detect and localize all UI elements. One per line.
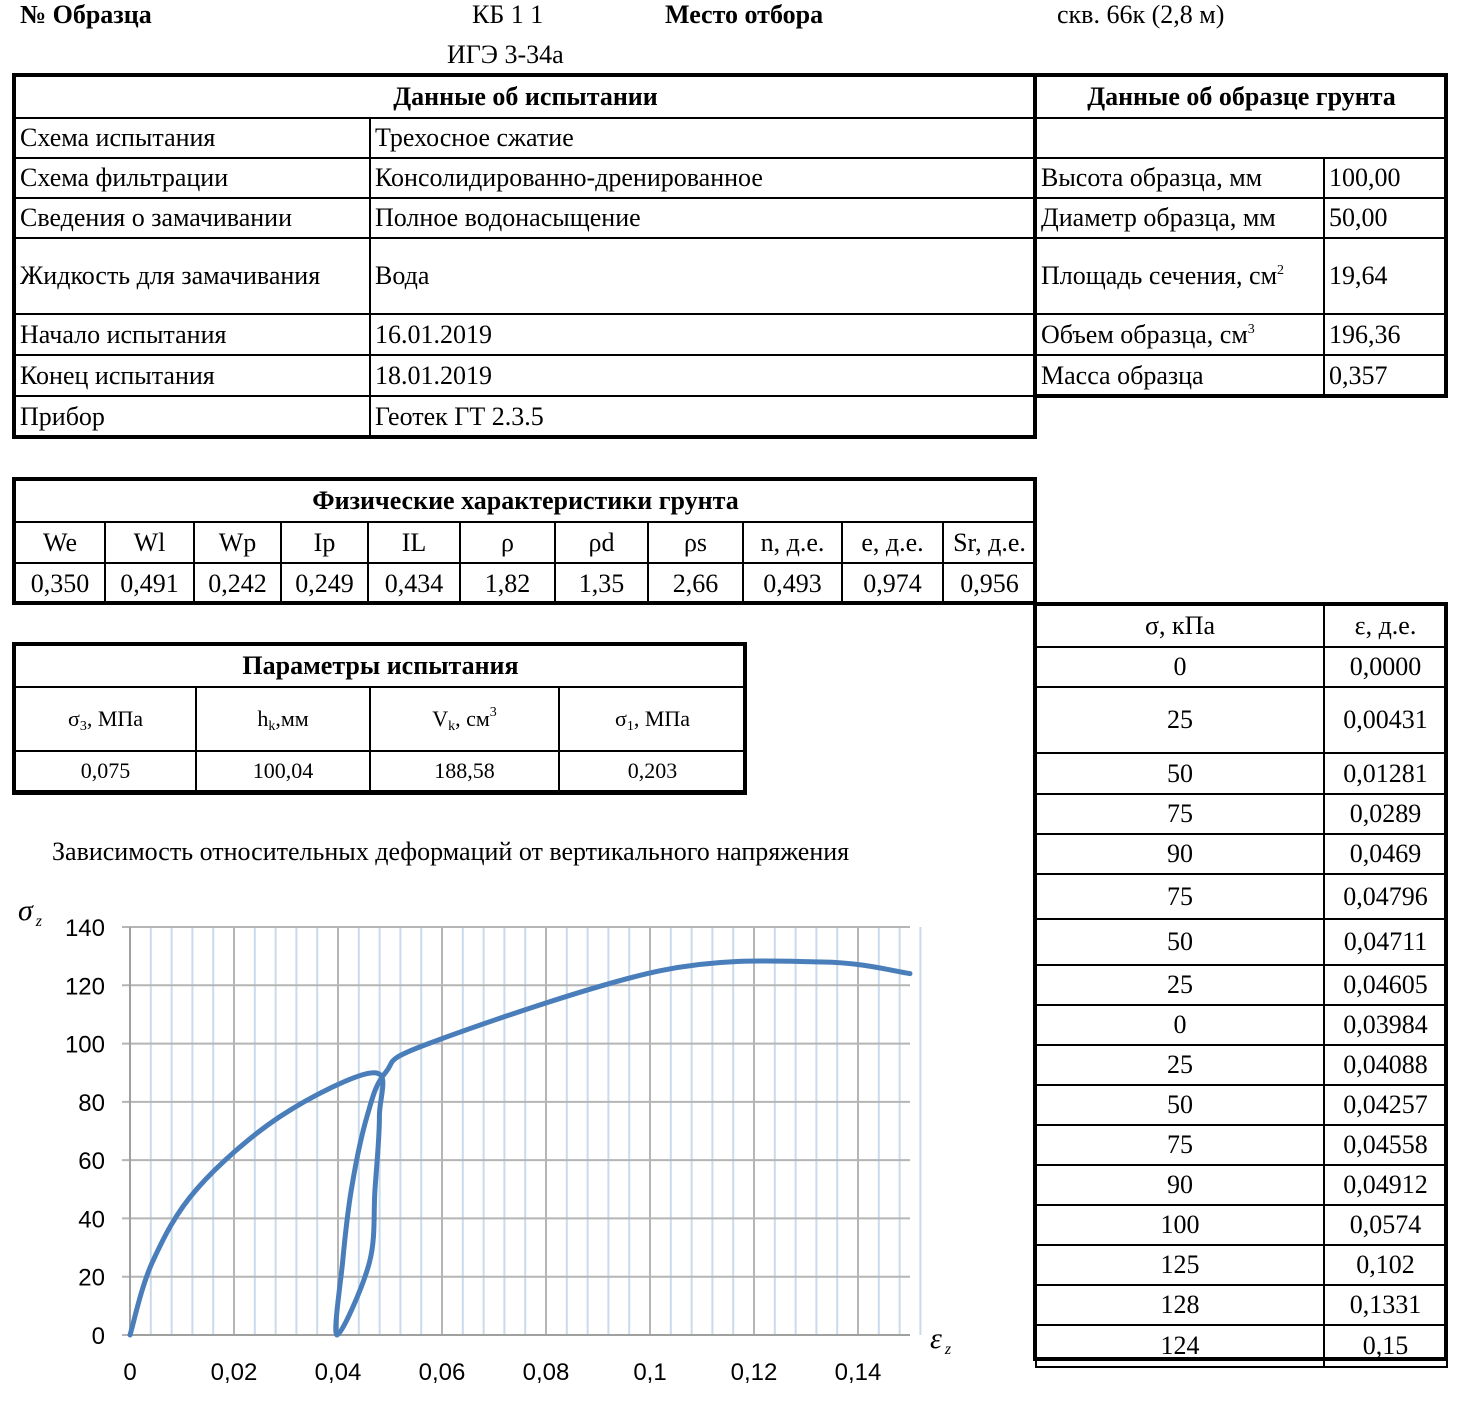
physical-header: ρs [648, 522, 743, 563]
strain-cell: 0,03984 [1324, 1005, 1447, 1045]
physical-title: Физические характеристики грунта [15, 480, 1036, 522]
strain-cell: 0,04088 [1324, 1045, 1447, 1085]
sample-info-value: 0,357 [1324, 355, 1447, 396]
sample-info-label: Площадь сечения, см [1041, 261, 1278, 290]
params-header-sub: k [268, 719, 276, 734]
strain-cell: 0,01281 [1324, 753, 1447, 794]
physical-value: 1,82 [460, 563, 555, 604]
sample-info-label: Объем образца, см [1041, 319, 1248, 349]
sample-value: КБ 1 1 [472, 0, 544, 29]
params-header-vk [370, 687, 559, 751]
params-value: 0,203 [559, 751, 746, 791]
params-header-sub: 1 [626, 719, 634, 734]
stress-cell: 50 [1036, 753, 1324, 794]
stress-cell: 0 [1036, 1005, 1324, 1045]
y-axis-label [18, 894, 43, 930]
test-info-value: Геотек ГТ 2.3.5 [370, 396, 1036, 438]
x-tick-label: 0,12 [730, 1359, 778, 1386]
physical-header: n, д.е. [743, 522, 842, 563]
stress-cell: 50 [1036, 1085, 1324, 1125]
stress-cell: 25 [1036, 965, 1324, 1005]
strain-cell: 0,00431 [1324, 687, 1447, 753]
physical-header: ρ [460, 522, 555, 563]
physical-header: IL [368, 522, 460, 563]
physical-header: ρd [555, 522, 648, 563]
y-tick-label: 20 [78, 1264, 105, 1292]
x-tick-label: 0 [123, 1359, 137, 1386]
physical-value: 0,974 [842, 563, 943, 604]
x-tick-label: 0,08 [522, 1359, 570, 1386]
stress-cell: 50 [1036, 919, 1324, 965]
test-info-table [14, 75, 1037, 439]
sample-label: № Образца [20, 0, 152, 29]
strain-cell: 0,04796 [1324, 874, 1447, 919]
physical-header: Ip [281, 522, 368, 563]
params-header-unit: , см [455, 706, 490, 731]
x-tick-label: 0,1 [633, 1359, 667, 1386]
y-tick-label: 80 [78, 1089, 105, 1117]
test-info-label: Сведения о замачивании [15, 198, 370, 238]
strain-cell: 0,102 [1324, 1245, 1447, 1285]
test-info-label: Схема фильтрации [15, 158, 370, 198]
x-tick-label: 0,06 [418, 1359, 466, 1386]
physical-header: We [15, 522, 105, 563]
stress-header-eps: ε, д.е. [1324, 605, 1447, 647]
stress-cell: 90 [1036, 1165, 1324, 1205]
stress-cell: 25 [1036, 1045, 1324, 1085]
params-header-sub: k [448, 719, 456, 734]
stress-cell: 100 [1036, 1205, 1324, 1245]
x-axis-label-main: ε [930, 1322, 942, 1355]
params-header-main: σ [614, 706, 627, 731]
stress-cell: 75 [1036, 1125, 1324, 1165]
test-info-label: Начало испытания [15, 314, 370, 355]
place-label: Место отбора [665, 0, 824, 29]
physical-value: 0,434 [368, 563, 460, 604]
series-line [130, 961, 910, 1335]
params-value: 188,58 [370, 751, 559, 791]
params-header-unit: , МПа [633, 706, 691, 731]
stress-cell: 25 [1036, 687, 1324, 753]
sample-info-empty-row [1036, 118, 1447, 158]
chart-title: Зависимость относительных деформаций от вертикального напряжения [52, 837, 850, 866]
y-tick-label: 100 [64, 1031, 105, 1059]
physical-header: Wl [105, 522, 194, 563]
stress-cell: 124 [1036, 1325, 1324, 1367]
params-value: 0,075 [15, 751, 196, 791]
y-axis-label-main: σ [18, 894, 33, 927]
params-header-sup: 3 [489, 705, 497, 720]
params-header-main: σ [67, 706, 80, 731]
test-info-value: Полное водонасыщение [370, 198, 1036, 238]
y-tick-label: 0 [91, 1323, 105, 1350]
physical-header: Sr, д.е. [943, 522, 1036, 563]
test-info-value: Трехосное сжатие [370, 118, 1036, 158]
y-tick-label: 40 [78, 1206, 105, 1234]
strain-cell: 0,0289 [1324, 794, 1447, 834]
physical-header: Wp [194, 522, 281, 563]
y-tick-label: 120 [64, 973, 105, 1001]
strain-cell: 0,15 [1324, 1325, 1447, 1367]
x-axis-label [930, 1322, 952, 1358]
sample-info-value: 19,64 [1324, 238, 1447, 314]
y-tick-label: 140 [64, 915, 105, 942]
stress-cell: 0 [1036, 647, 1324, 687]
strain-cell: 0,0469 [1324, 834, 1447, 874]
sample-info-value: 196,36 [1324, 314, 1447, 355]
strain-cell: 0,1331 [1324, 1285, 1447, 1325]
test-info-value: Консолидированно-дренированное [370, 158, 1036, 198]
stress-table [1035, 604, 1448, 1368]
params-header-unit: , МПа [86, 706, 144, 731]
params-header-sigma3 [15, 687, 196, 751]
physical-table [14, 479, 1037, 605]
x-axis-label-sub: z [944, 1341, 952, 1358]
strain-cell: 0,0000 [1324, 647, 1447, 687]
stress-cell: 90 [1036, 834, 1324, 874]
stress-cell: 125 [1036, 1245, 1324, 1285]
physical-value: 0,493 [743, 563, 842, 604]
strain-cell: 0,0574 [1324, 1205, 1447, 1245]
strain-cell: 0,04558 [1324, 1125, 1447, 1165]
sample-info-unit-sup: 3 [1247, 321, 1255, 337]
sample-info-label-cell [1036, 238, 1324, 314]
test-info-label: Жидкость для замачивания [15, 238, 370, 314]
params-header-main: h [257, 706, 269, 731]
params-value: 100,04 [196, 751, 370, 791]
sample-info-label: Высота образца, мм [1036, 158, 1324, 198]
strain-cell: 0,04257 [1324, 1085, 1447, 1125]
test-info-label: Прибор [15, 396, 370, 438]
y-tick-label: 60 [78, 1148, 105, 1176]
physical-value: 1,35 [555, 563, 648, 604]
strain-stress-chart [0, 880, 1000, 1410]
stress-header-sigma: σ, кПа [1036, 605, 1324, 647]
physical-value: 0,956 [943, 563, 1036, 604]
physical-value: 0,242 [194, 563, 281, 604]
x-tick-label: 0,02 [210, 1359, 258, 1386]
y-axis-label-sub: z [35, 913, 43, 930]
test-info-label: Схема испытания [15, 118, 370, 158]
sample-info-table [1035, 75, 1448, 397]
params-header-unit: ,мм [275, 706, 309, 731]
sample-info-label: Диаметр образца, мм [1036, 198, 1324, 238]
params-header-main: V [432, 706, 449, 731]
sample-info-label-cell [1036, 314, 1324, 355]
physical-value: 0,491 [105, 563, 194, 604]
physical-value: 2,66 [648, 563, 743, 604]
params-header-sigma1 [559, 687, 746, 751]
sample-info-value: 100,00 [1324, 158, 1447, 198]
strain-cell: 0,04912 [1324, 1165, 1447, 1205]
place-value: скв. 66к (2,8 м) [1057, 0, 1225, 29]
sample-info-value: 50,00 [1324, 198, 1447, 238]
x-tick-label: 0,14 [834, 1359, 882, 1386]
sample-info-title: Данные об образце грунта [1036, 76, 1447, 118]
test-info-value: 18.01.2019 [370, 355, 1036, 396]
sample-ige: ИГЭ 3-34а [447, 40, 564, 69]
sample-info-label: Масса образца [1036, 355, 1324, 396]
test-info-title: Данные об испытании [15, 76, 1036, 118]
params-header-sub: 3 [79, 719, 87, 734]
physical-header: e, д.е. [842, 522, 943, 563]
sample-info-unit-sup: 2 [1277, 263, 1285, 278]
test-info-label: Конец испытания [15, 355, 370, 396]
stress-cell: 128 [1036, 1285, 1324, 1325]
stress-cell: 75 [1036, 874, 1324, 919]
stress-cell: 75 [1036, 794, 1324, 834]
strain-cell: 0,04711 [1324, 919, 1447, 965]
test-info-value: 16.01.2019 [370, 314, 1036, 355]
physical-value: 0,249 [281, 563, 368, 604]
params-table [14, 644, 747, 792]
test-info-value: Вода [370, 238, 1036, 314]
x-tick-label: 0,04 [314, 1359, 362, 1386]
physical-value: 0,350 [15, 563, 105, 604]
strain-cell: 0,04605 [1324, 965, 1447, 1005]
params-header-hk [196, 687, 370, 751]
params-title: Параметры испытания [15, 645, 746, 687]
